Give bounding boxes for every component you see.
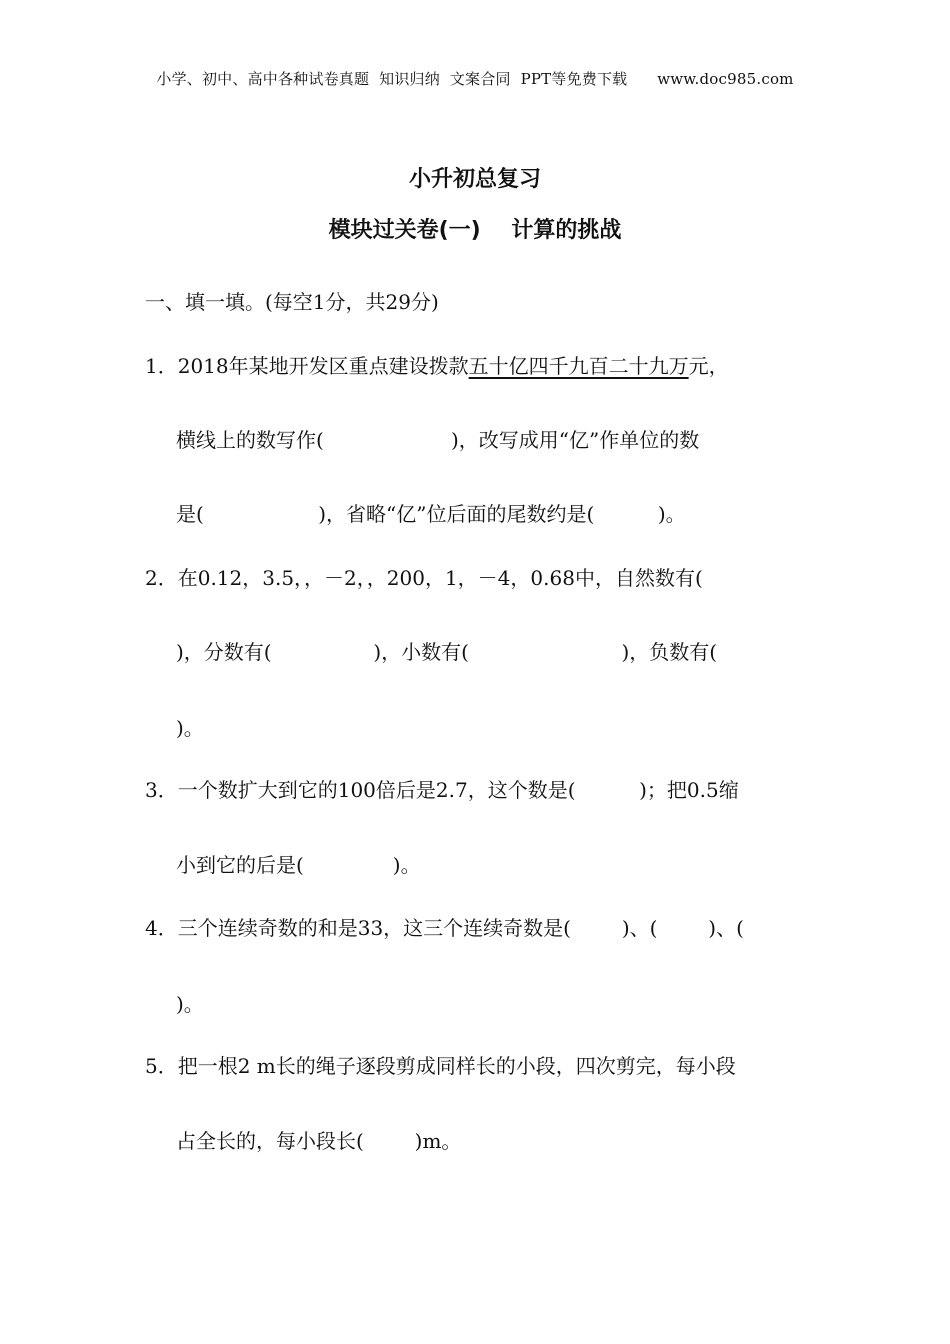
header-url: www.doc985.com (657, 70, 794, 88)
q1-underlined-amount: 五十亿四千九百二十九万 (468, 354, 689, 378)
header-left-text: 小学、初中、高中各种试卷真题 知识归纳 文案合同 PPT等免费下载 (156, 70, 628, 88)
page-header (0, 68, 950, 89)
q1-line2: 横线上的数写作( )，改写成用“亿”作单位的数 (176, 428, 700, 452)
page-title: 小升初总复习 (408, 167, 541, 192)
q4-line2: )。 (176, 992, 204, 1016)
q1-text: 1．2018年某地开发区重点建设拨款 (145, 354, 469, 378)
q2-line3: )。 (176, 716, 204, 740)
q1-line3: 是( )，省略“亿”位后面的尾数约是( )。 (176, 502, 686, 526)
q1-text-end: 元， (688, 354, 729, 378)
q2-line2: )，分数有( )，小数有( )，负数有( (176, 640, 718, 664)
q1-line1 (145, 352, 729, 380)
section-heading: 一、填一填。(每空1分，共29分) (145, 290, 439, 314)
q5-line1: 5．把一根2 m长的绳子逐段剪成同样长的小段，四次剪完，每小段 (145, 1054, 736, 1078)
q5-line2: 占全长的，每小段长( )m。 (176, 1129, 462, 1153)
q3-line1: 3．一个数扩大到它的100倍后是2.7，这个数是( )；把0.5缩 (145, 778, 739, 802)
page-subtitle: 模块过关卷(一) 计算的挑战 (328, 218, 622, 243)
q3-line2: 小到它的后是( )。 (176, 853, 421, 877)
q4-line1: 4．三个连续奇数的和是33，这三个连续奇数是( )、( )、( (145, 916, 744, 940)
q2-line1: 2．在0.12，3.5，，－2，，200，1，－4，0.68中，自然数有( (145, 566, 703, 590)
